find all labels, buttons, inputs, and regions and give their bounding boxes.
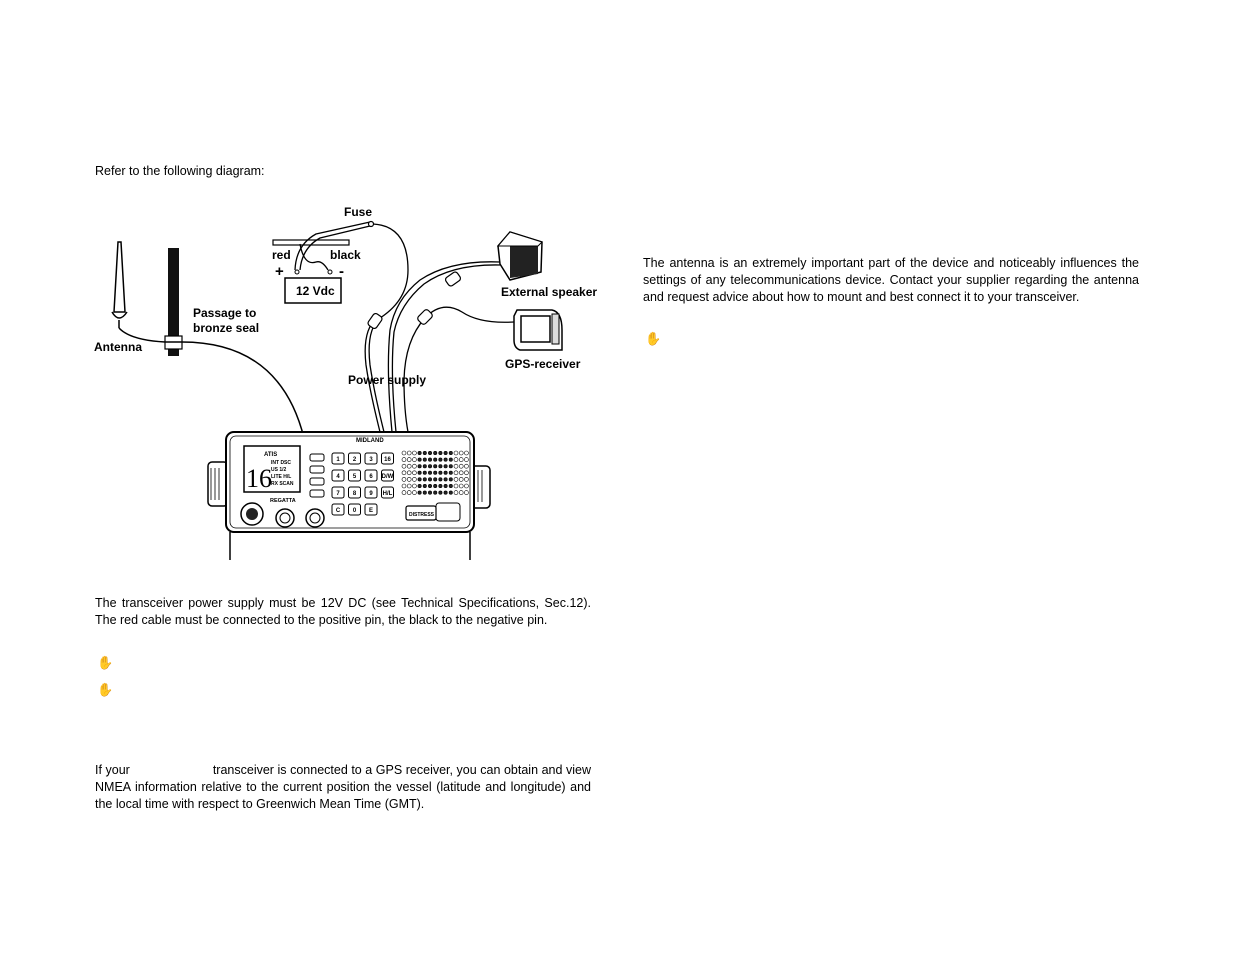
grille-dot xyxy=(444,465,447,468)
keypad-key-label: 9 xyxy=(369,491,373,497)
antenna-text: The antenna is an extremely important part of the device and noticeably influences the settings of any telecommunications device. Contact your supplier regarding the antenna and request advice about how to mount and best connect it to your transceiver. xyxy=(643,256,1139,304)
grille-dot xyxy=(449,458,452,461)
grille-dot xyxy=(418,458,421,461)
grille-dot xyxy=(464,464,468,468)
grille-dot xyxy=(402,464,406,468)
grille-dot xyxy=(428,465,431,468)
grille-dot xyxy=(459,464,463,468)
grille-dot xyxy=(464,451,468,455)
grille-dot xyxy=(428,471,431,474)
keypad-key-label: 16 xyxy=(384,457,391,463)
grille-dot xyxy=(434,478,437,481)
keypad-key-label: 7 xyxy=(336,491,340,497)
grille-dot xyxy=(418,478,421,481)
grille-dot xyxy=(412,458,416,462)
grille-dot xyxy=(407,464,411,468)
svg-text:DISTRESS: DISTRESS xyxy=(409,512,435,518)
grille-dot xyxy=(402,471,406,475)
grille-dot xyxy=(444,458,447,461)
grille-dot xyxy=(459,477,463,481)
grille-dot xyxy=(428,491,431,494)
gps-text-start: If your xyxy=(95,763,130,777)
grille-dot xyxy=(439,491,442,494)
grille-dot xyxy=(439,465,442,468)
grille-dot xyxy=(428,451,431,454)
grille-dot xyxy=(412,484,416,488)
keypad-key-label: 0 xyxy=(352,508,357,514)
grille-dot xyxy=(464,471,468,475)
grille-dot xyxy=(428,484,431,487)
svg-text:INT DSC: INT DSC xyxy=(271,460,291,466)
grille-dot xyxy=(412,471,416,475)
hand-icon: ✋ xyxy=(645,332,662,347)
grille-dot xyxy=(454,477,458,481)
grille-dot xyxy=(423,471,426,474)
grille-dot xyxy=(418,491,421,494)
red-label: red xyxy=(272,248,291,262)
keypad-key-label: 8 xyxy=(352,491,357,497)
installation-diagram xyxy=(90,200,600,565)
grille-dot xyxy=(407,458,411,462)
grille-dot xyxy=(423,484,426,487)
grille-dot xyxy=(459,451,463,455)
gps-receiver-label: GPS-receiver xyxy=(505,357,581,371)
grille-dot xyxy=(418,451,421,454)
grille-dot xyxy=(407,477,411,481)
grille-dot xyxy=(444,451,447,454)
svg-text:LITE H/L: LITE H/L xyxy=(271,474,292,480)
grille-dot xyxy=(449,484,452,487)
grille-dot xyxy=(454,451,458,455)
gps-text-rest: transceiver is connected to a GPS receiver, you can obtain and view NMEA information relative to the current position the vessel (latitude and longitude) and the local time with respect to Greenwich Mean Time (GMT). xyxy=(95,763,591,811)
grille-dot xyxy=(434,451,437,454)
power-supply-text: The transceiver power supply must be 12V DC (see Technical Specifications, Sec.12). The red cable must be connected to the positive pin, the black to the negative pin. xyxy=(95,596,591,627)
grille-dot xyxy=(434,491,437,494)
grille-dot xyxy=(428,458,431,461)
grille-dot xyxy=(464,477,468,481)
grille-dot xyxy=(459,484,463,488)
battery-label: 12 Vdc xyxy=(296,284,335,298)
grille-dot xyxy=(407,484,411,488)
grille-dot xyxy=(418,484,421,487)
grille-dot xyxy=(423,458,426,461)
keypad-key-label: 1 xyxy=(336,457,340,463)
keypad-key-label: 6 xyxy=(369,474,373,480)
grille-dot xyxy=(449,491,452,494)
grille-dot xyxy=(439,484,442,487)
grille-dot xyxy=(423,451,426,454)
grille-dot xyxy=(412,477,416,481)
intro-text: Refer to the following diagram: xyxy=(95,164,265,178)
grille-dot xyxy=(444,484,447,487)
grille-dot xyxy=(439,478,442,481)
grille-dot xyxy=(454,471,458,475)
fuse-label: Fuse xyxy=(344,205,373,219)
grille-dot xyxy=(449,465,452,468)
svg-text:RX SCAN: RX SCAN xyxy=(271,481,294,487)
grille-dot xyxy=(439,458,442,461)
grille-dot xyxy=(423,465,426,468)
keypad-key-label: 4 xyxy=(336,474,340,480)
grille-dot xyxy=(439,471,442,474)
keypad-key-label: D/W xyxy=(381,474,394,480)
keypad-key-label: 2 xyxy=(352,457,357,463)
grille-dot xyxy=(454,458,458,462)
minus-label: - xyxy=(339,263,344,280)
grille-dot xyxy=(449,478,452,481)
grille-dot xyxy=(439,451,442,454)
grille-dot xyxy=(464,458,468,462)
grille-dot xyxy=(464,491,468,495)
plus-label: + xyxy=(275,263,284,280)
grille-dot xyxy=(412,491,416,495)
grille-dot xyxy=(459,471,463,475)
fuse-icon xyxy=(369,222,374,227)
grille-dot xyxy=(449,471,452,474)
grille-dot xyxy=(459,491,463,495)
grille-dot xyxy=(434,471,437,474)
grille-dot xyxy=(407,471,411,475)
svg-text:US 1/2: US 1/2 xyxy=(271,467,287,473)
keypad-key-label: H/L xyxy=(382,491,393,497)
brand-logo: MIDLAND xyxy=(356,438,384,444)
grille-dot xyxy=(444,491,447,494)
grille-dot xyxy=(454,464,458,468)
hand-icon: ✋ xyxy=(97,683,114,698)
antenna-icon xyxy=(112,242,127,328)
hand-icon: ✋ xyxy=(97,656,114,671)
grille-dot xyxy=(423,491,426,494)
grille-dot xyxy=(434,484,437,487)
grille-dot xyxy=(434,465,437,468)
grille-dot xyxy=(402,458,406,462)
grille-dot xyxy=(412,464,416,468)
grille-dot xyxy=(449,451,452,454)
grille-dot xyxy=(418,465,421,468)
gps-receiver-icon xyxy=(514,310,562,350)
external-speaker-icon xyxy=(498,232,542,280)
grille-dot xyxy=(402,451,406,455)
gps-text xyxy=(95,762,591,813)
grille-dot xyxy=(428,478,431,481)
power-supply-label: Power supply xyxy=(348,373,427,387)
grille-dot xyxy=(412,451,416,455)
grille-dot xyxy=(402,491,406,495)
keypad-key-label: E xyxy=(368,508,374,514)
grille-dot xyxy=(402,484,406,488)
keypad-key-label: 3 xyxy=(369,457,373,463)
grille-dot xyxy=(407,451,411,455)
external-speaker-label: External speaker xyxy=(501,285,598,299)
grille-dot xyxy=(418,471,421,474)
grille-dot xyxy=(459,458,463,462)
keypad-key-label: C xyxy=(335,508,341,514)
svg-text:ATIS: ATIS xyxy=(264,452,278,458)
model-label: REGATTA xyxy=(270,498,296,504)
grille-dot xyxy=(444,471,447,474)
grille-dot xyxy=(423,478,426,481)
grille-dot xyxy=(464,484,468,488)
grille-dot xyxy=(444,478,447,481)
passage-label-2: bronze seal xyxy=(193,321,260,335)
grille-dot xyxy=(407,491,411,495)
keypad-key-label: 5 xyxy=(352,474,357,480)
grille-dot xyxy=(434,458,437,461)
grille-dot xyxy=(454,491,458,495)
passage-label-1: Passage to xyxy=(193,306,257,320)
antenna-cable xyxy=(119,328,304,438)
black-label: black xyxy=(330,248,361,262)
antenna-label: Antenna xyxy=(94,340,142,354)
channel-display: 16 xyxy=(246,464,272,493)
grille-dot xyxy=(402,477,406,481)
grille-dot xyxy=(454,484,458,488)
